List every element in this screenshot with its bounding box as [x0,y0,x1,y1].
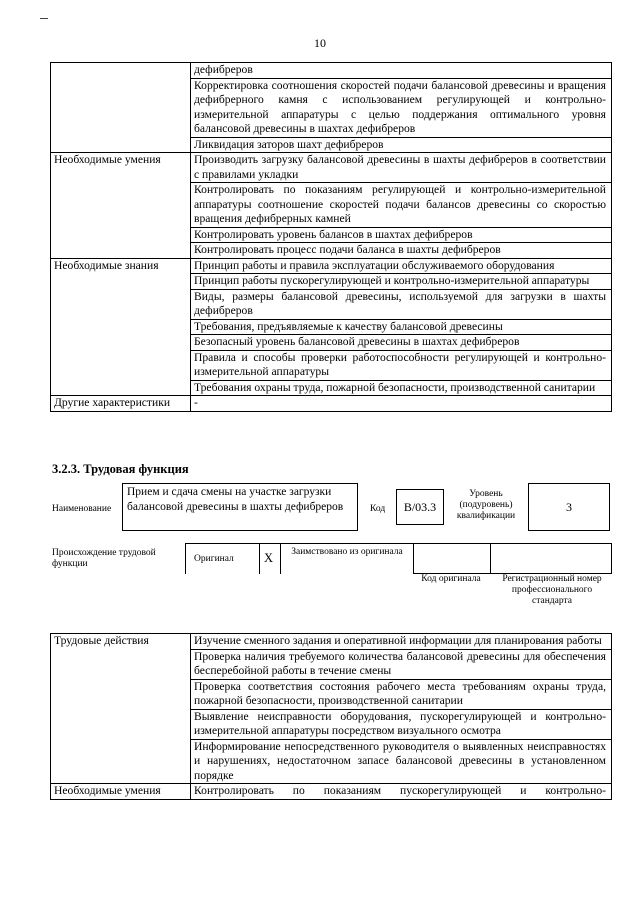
table-row [51,634,612,650]
code-label: Код [370,504,386,514]
reg-number-label: Регистрационный номер профессионального стандарта [502,574,602,606]
row-label [51,63,191,153]
row-text: Ликвидация заторов шахт дефибреров [191,137,612,153]
code-original-label: Код оригинала [421,574,481,584]
divider [259,543,260,574]
origin-label: Происхождение трудовой функции [52,548,156,569]
row-label: Другие характеристики [51,396,191,412]
row-text: Контролировать по показаниям регулирующей и контрольно-измерительной аппаратуры соотношение скоростей подачи балансов древесины со скоростью вращения дефибрерных камней [191,183,612,228]
row-text: Контролировать процесс подачи баланса в шахты дефибреров [191,243,612,259]
code-box [396,489,444,525]
row-text: Требования охраны труда, пожарной безопасности, производственной санитарии [191,380,612,396]
row-text: Виды, размеры балансовой древесины, используемой для загрузки в шахты дефибреров [191,289,612,319]
table-row [51,396,612,412]
page-number: 10 [314,36,326,50]
divider [280,543,281,574]
table-row [51,258,612,274]
row-label: Трудовые действия [51,634,191,784]
row-text: Правила и способы проверки работоспособности регулирующей и контрольно-измерительной аппаратуры [191,350,612,380]
row-label: Необходимые знания [51,258,191,396]
divider [413,543,414,574]
row-text: Выявление неисправности оборудования, пускорегулирующей и контрольно-измерительной аппаратуры посредством визуального осмотра [191,709,612,739]
row-text: Проверка наличия требуемого количества балансовой древесины для обеспечения бесперебойной работы в течение смены [191,649,612,679]
row-label: Необходимые умения [51,784,191,800]
row-text: Производить загрузку балансовой древесины в шахты дефибреров в соответствии с правилами укладки [191,153,612,183]
function-name-value: Прием и сдача смены на участке загрузки балансовой древесины в шахты дефибреров [127,486,344,513]
row-label: Необходимые умения [51,153,191,259]
corner-mark [40,18,48,19]
level-value: 3 [566,500,572,514]
divider [490,543,491,574]
section-title: 3.2.3. Трудовая функция [52,462,189,476]
code-value: B/03.3 [403,500,437,514]
row-text: Безопасный уровень балансовой древесины в шахтах дефибреров [191,335,612,351]
borrowed-label: Заимствовано из оригинала [291,547,403,557]
requirements-table [50,633,612,800]
row-text: Изучение сменного задания и оперативной информации для планирования работы [191,634,612,650]
row-text: - [191,396,612,412]
level-box [528,483,610,531]
row-text: Информирование непосредственного руководителя о выявленных неисправностях и нарушениях, недостаточном запасе балансовой древесины в установленном порядке [191,739,612,784]
level-label: Уровень (подуровень) квалификации [456,489,516,521]
table-row [51,63,612,79]
row-text: дефибреров [191,63,612,79]
row-text: Контролировать уровень балансов в шахтах дефибреров [191,227,612,243]
row-text: Принцип работы пускорегулирующей и контрольно-измерительной аппаратуры [191,274,612,290]
name-label: Наименование [52,504,112,514]
row-text: Требования, предъявляемые к качеству балансовой древесины [191,319,612,335]
row-text: Корректировка соотношения скоростей подачи балансовой древесины и вращения дефибрерного камня с использованием регулирующей и контрольно-измерительной аппаратуры с целью поддержания оптимального уровня балансовой древесины в шахтах дефибреров [191,78,612,137]
table-row [51,153,612,183]
original-mark: X [264,551,274,565]
table-row [51,784,612,800]
function-name-box [122,483,358,531]
row-text: Проверка соответствия состояния рабочего места требованиям охраны труда, пожарной безопасности, производственной санитарии [191,679,612,709]
requirements-table-continued [50,62,612,412]
row-text: Принцип работы и правила эксплуатации обслуживаемого оборудования [191,258,612,274]
row-text: Контролировать по показаниям пускорегулирующей и контрольно- [191,784,612,800]
original-label: Оригинал [194,554,234,564]
